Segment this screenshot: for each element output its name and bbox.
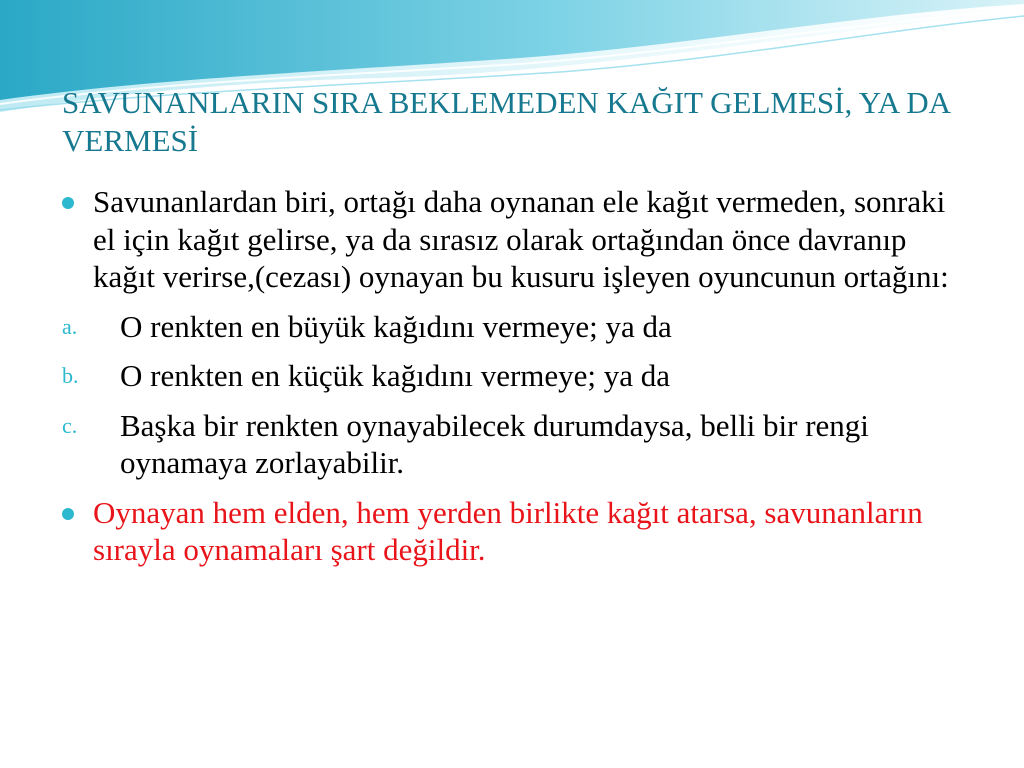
list-item-b <box>62 357 962 395</box>
list-item-c <box>62 407 962 482</box>
bullet-dot-icon <box>62 508 74 520</box>
bullet-paragraph <box>62 183 962 296</box>
slide-body <box>62 183 962 581</box>
list-item-text: O renkten en büyük kağıdını vermeye; ya da <box>120 308 672 344</box>
bullet-text: Savunanlardan biri, ortağı daha oynanan ele kağıt vermeden, sonraki el için kağıt gelirse, ya da sırasız olarak ortağından önce davranıp kağıt verirse,(cezası) oynayan bu kusuru işleyen oyuncunun ortağını: <box>93 184 949 294</box>
bullet-paragraph-highlight <box>62 494 962 569</box>
list-item-text: O renkten en küçük kağıdını vermeye; ya da <box>120 358 671 393</box>
slide-title: SAVUNANLARIN SIRA BEKLEMEDEN KAĞIT GELMESİ, YA DA VERMESİ <box>62 85 950 158</box>
list-marker: c. <box>62 412 78 438</box>
bullet-dot-icon <box>62 197 74 209</box>
list-item-text: Başka bir renkten oynayabilecek durumdaysa, belli bir rengi oynamaya zorlayabilir. <box>120 407 869 480</box>
list-item-a <box>62 308 962 346</box>
list-marker: a. <box>62 313 78 339</box>
list-marker: b. <box>62 363 79 388</box>
bullet-text: Oynayan hem elden, hem yerden birlikte kağıt atarsa, savunanların sırayla oynamaları şart değildir. <box>93 494 923 567</box>
